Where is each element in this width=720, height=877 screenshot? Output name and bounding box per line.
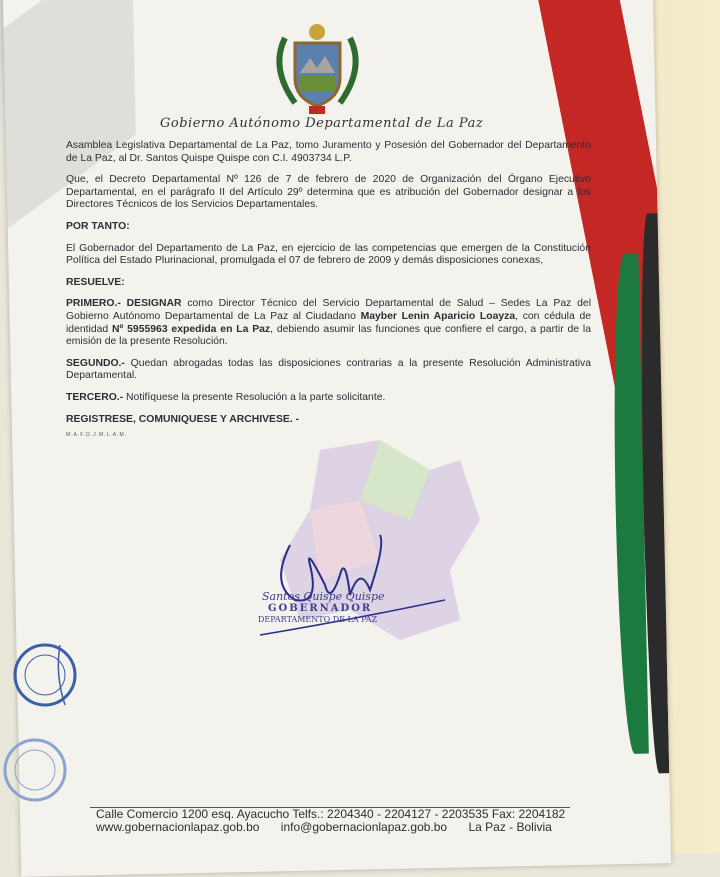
- footer-city: La Paz - Bolivia: [468, 820, 552, 834]
- heading-por-tanto: POR TANTO:: [66, 220, 130, 232]
- paragraph-governor: El Gobernador del Departamento de La Paz, en ejercicio de las competencias que emergen de la Constitución Política del Estado Plurinacional, promulgada el 07 de febrero de 2009 y demás disposiciones conexas,: [66, 242, 591, 267]
- institution-letterhead: Gobierno Autónomo Departamental de La Paz: [160, 116, 484, 131]
- primero-text-2: , con cédula de identidad: [66, 310, 591, 335]
- heading-resuelve: RESUELVE:: [66, 276, 125, 288]
- appointee-id: Nº 5955963 expedida en La Paz: [112, 323, 271, 335]
- typist-initials: M.A.F.D.J.M.L.A.M.: [66, 432, 128, 439]
- signatory-name: Santos Quispe Quispe: [262, 590, 385, 603]
- official-stamp-icon: [10, 640, 80, 710]
- footer-email: info@gobernacionlapaz.gob.bo: [280, 820, 448, 834]
- primero-text-3: , debiendo asumir las funciones que confiere el cargo, a partir de la emisión de la presente Resolución.: [66, 323, 591, 348]
- paragraph-assembly: Asamblea Legislativa Departamental de La Paz, tomo Juramento y Posesión del Gobernador del Departamento de La Paz, al Dr. Santos Quispe Quispe con C.I. 4903734 L.P.: [66, 140, 591, 164]
- tercero-text: Notifíquese la presente Resolución a la parte solicitante.: [123, 391, 386, 403]
- coat-of-arms-icon: [265, 18, 370, 118]
- appointee-name: Mayber Lenin Aparicio Loayza: [360, 310, 516, 322]
- paragraph-decree: Que, el Decreto Departamental Nº 126 de 7 de febrero de 2020 de Organización del Órgano Ejecutivo Departamental, en el parágrafo II del Artículo 29º determina que es atribución del Gobernador designar a los Directores Técnicos de los Servicios Departamentales.: [66, 174, 591, 211]
- letterhead-footer: [96, 808, 576, 834]
- segundo-text: Quedan abrogadas todas las disposiciones contrarias a la presente Resolución Administrativa Departamental.: [66, 357, 591, 382]
- tercero-label: TERCERO.-: [66, 391, 124, 403]
- signatory-title: GOBERNADOR: [268, 603, 373, 614]
- footer-contact-line: [96, 821, 576, 834]
- official-stamp-faded-icon: [0, 735, 70, 805]
- article-primero: [66, 298, 591, 348]
- footer-website: www.gobernacionlapaz.gob.bo: [96, 820, 260, 834]
- footer-address: Calle Comercio 1200 esq. Ayacucho Telfs.: 2204340 - 2204127 - 2203535 Fax: 2204182: [96, 807, 566, 821]
- article-segundo: [66, 358, 591, 383]
- segundo-label: SEGUNDO.-: [66, 357, 125, 369]
- primero-label: PRIMERO.- DESIGNAR: [66, 298, 182, 310]
- article-tercero: [66, 392, 591, 405]
- resolution-body: [66, 140, 591, 442]
- signatory-department: DEPARTAMENTO DE LA PAZ: [258, 615, 378, 624]
- primero-text-1: como Director Técnico del Servicio Departamental de Salud – Sedes La Paz del Gobierno Autónomo Departamental de La Paz al Ciudadano: [66, 298, 592, 322]
- handwritten-signature: [250, 525, 450, 645]
- closing-formula: REGISTRESE, COMUNIQUESE Y ARCHIVESE. -: [66, 413, 300, 425]
